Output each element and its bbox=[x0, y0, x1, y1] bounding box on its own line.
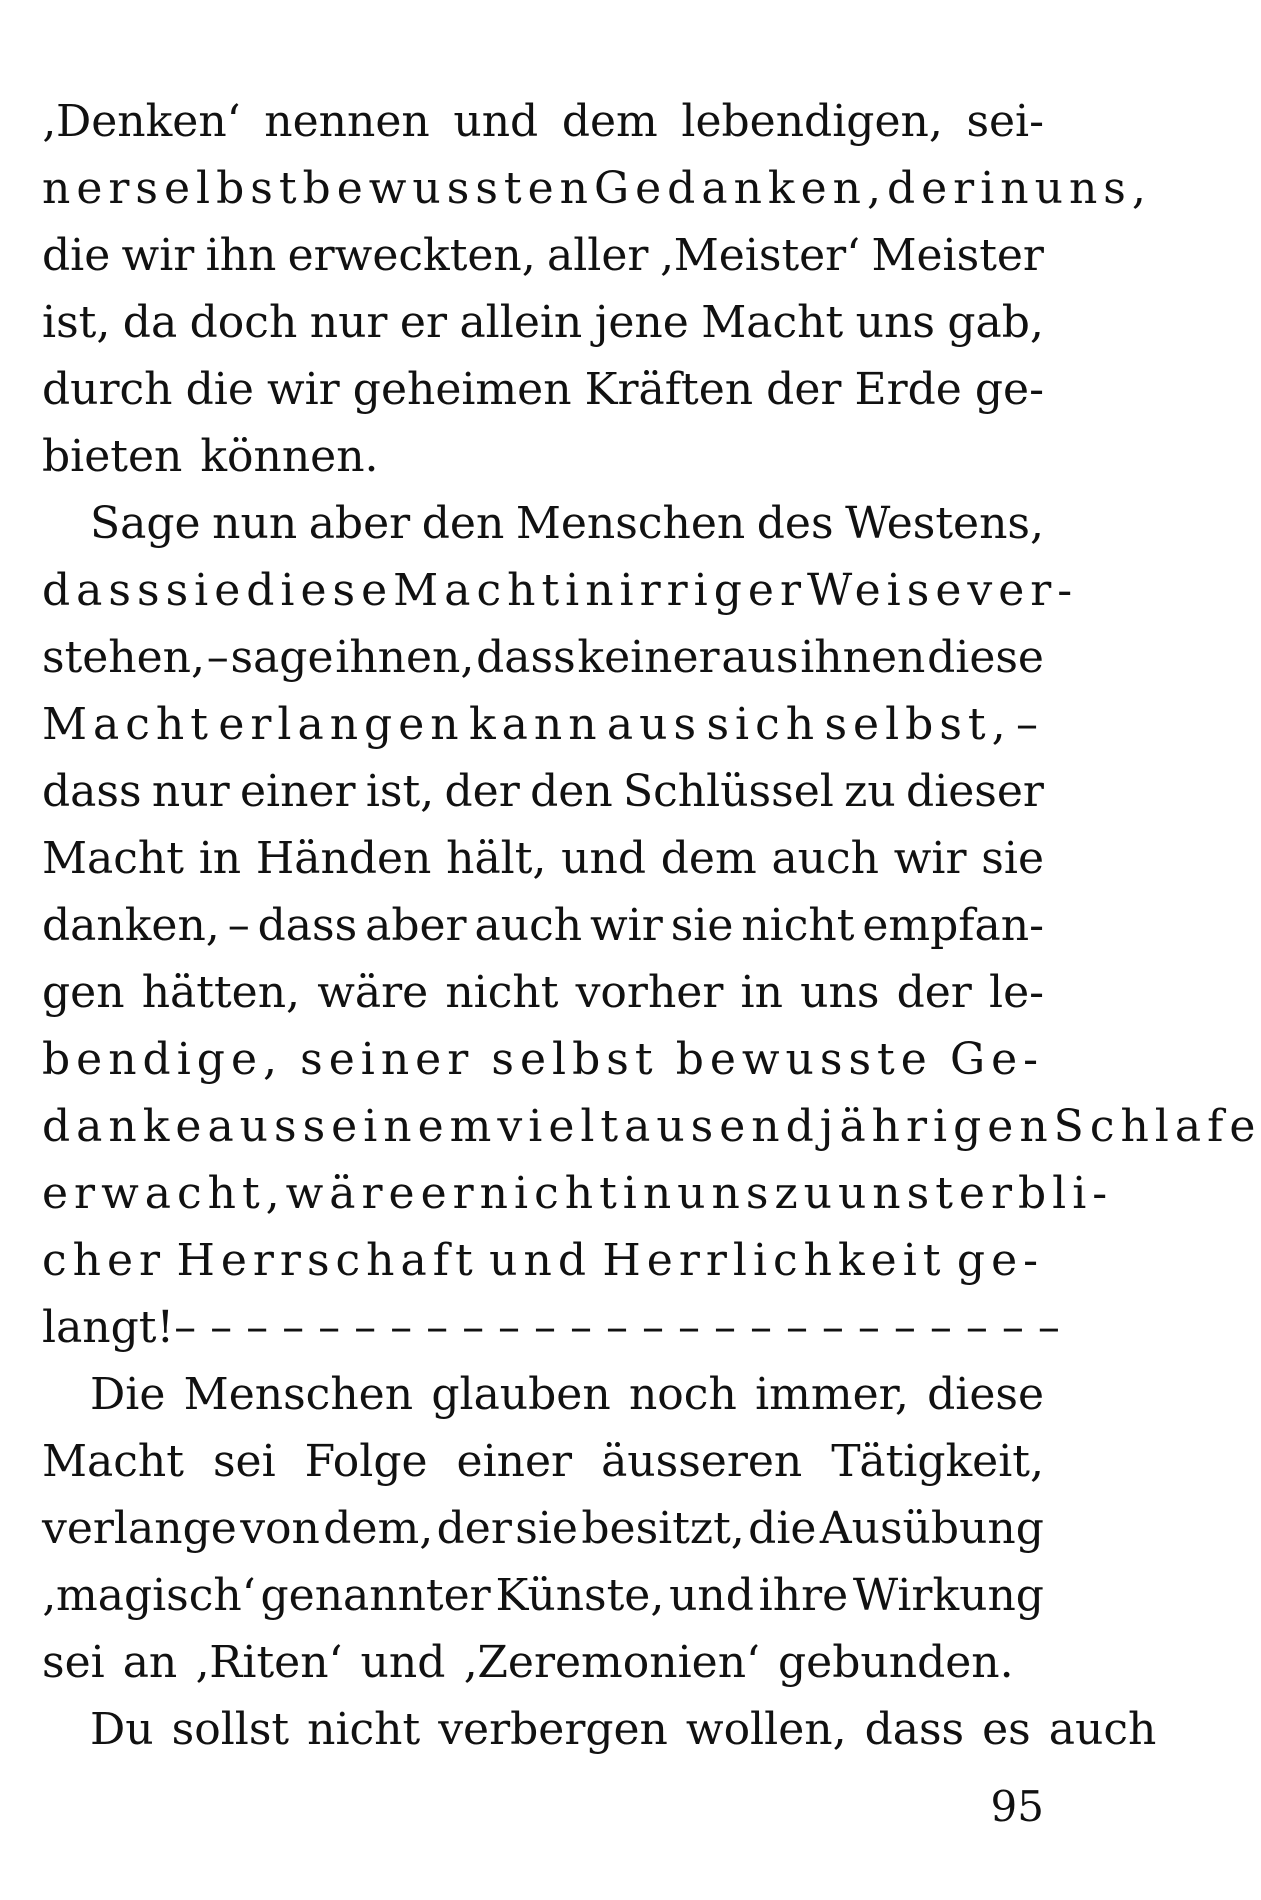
word: uns, bbox=[1034, 163, 1152, 214]
word: die bbox=[748, 1503, 817, 1554]
word: nur bbox=[151, 766, 230, 817]
text-line bbox=[42, 1629, 1044, 1696]
word: aber bbox=[308, 498, 411, 549]
word: seiner bbox=[300, 1034, 475, 1085]
word: es bbox=[982, 1704, 1031, 1755]
word: nennen bbox=[264, 96, 430, 147]
word: gab, bbox=[947, 297, 1044, 348]
word: erlangen bbox=[218, 699, 465, 750]
word: der bbox=[444, 766, 520, 817]
word: und bbox=[453, 96, 539, 147]
word: ‚Meister‘ bbox=[659, 230, 861, 281]
word: zu bbox=[844, 766, 896, 817]
body-text bbox=[42, 88, 1261, 1763]
word: dass bbox=[257, 900, 358, 951]
word: Meister bbox=[871, 230, 1044, 281]
text-line bbox=[42, 155, 1152, 222]
word: Macht bbox=[42, 1436, 184, 1487]
word: noch bbox=[628, 1369, 737, 1420]
word: le- bbox=[989, 967, 1044, 1018]
word: sie bbox=[670, 900, 734, 951]
text-line bbox=[42, 1562, 1044, 1629]
word: danke bbox=[42, 1101, 208, 1152]
word: uns bbox=[855, 297, 935, 348]
word: ist, bbox=[365, 766, 435, 817]
word: langt! bbox=[42, 1302, 175, 1353]
word: Ausübung bbox=[819, 1503, 1044, 1554]
word: aller bbox=[547, 230, 649, 281]
word: sage bbox=[230, 632, 334, 683]
word: hätten, bbox=[141, 967, 301, 1018]
text-line bbox=[42, 289, 1044, 356]
word: nur bbox=[309, 297, 388, 348]
word: irriger bbox=[619, 565, 807, 616]
word: dass bbox=[476, 632, 576, 683]
word: wir bbox=[266, 364, 340, 415]
word: ‚Zeremonien‘ bbox=[463, 1637, 761, 1688]
word: sollst bbox=[171, 1704, 290, 1755]
text-line bbox=[42, 1227, 1044, 1294]
word: bendige, bbox=[42, 1034, 283, 1085]
word: Macht bbox=[42, 699, 214, 750]
word: in bbox=[740, 967, 783, 1018]
word: wäre bbox=[285, 1168, 421, 1219]
word: uns bbox=[800, 967, 880, 1018]
text-line bbox=[42, 1495, 1044, 1562]
word: in bbox=[980, 163, 1035, 214]
text-line bbox=[42, 691, 1044, 758]
word: sei bbox=[42, 1637, 105, 1688]
word: selbst, bbox=[824, 699, 1012, 750]
text-line bbox=[42, 1026, 1044, 1093]
word: hält, bbox=[446, 833, 547, 884]
word: lebendigen, bbox=[681, 96, 943, 147]
word: da bbox=[122, 297, 178, 348]
word: ihnen bbox=[800, 632, 926, 683]
word: dass bbox=[42, 565, 166, 616]
word: vieltausendjährigen bbox=[497, 1101, 1054, 1152]
word: sich bbox=[706, 699, 821, 750]
word: Macht bbox=[701, 297, 844, 348]
word: sie bbox=[981, 833, 1044, 884]
word: Herrlichkeit bbox=[602, 1235, 947, 1286]
word: Schlüssel bbox=[623, 766, 834, 817]
word: unsterbli- bbox=[837, 1168, 1114, 1219]
word: genannter bbox=[260, 1570, 491, 1621]
word: – bbox=[227, 900, 250, 951]
word: der bbox=[436, 1503, 512, 1554]
word: nicht bbox=[445, 967, 559, 1018]
word: Herrschaft bbox=[176, 1235, 479, 1286]
text-line bbox=[42, 1428, 1044, 1495]
text-line bbox=[42, 825, 1044, 892]
word: keiner bbox=[577, 632, 720, 683]
word: Künste, bbox=[495, 1570, 665, 1621]
word: selbst bbox=[135, 163, 303, 214]
word: ver- bbox=[967, 565, 1079, 616]
word: verlange bbox=[42, 1503, 237, 1554]
word: geheimen bbox=[352, 364, 572, 415]
word: ge- bbox=[956, 1235, 1044, 1286]
word: wir bbox=[893, 833, 967, 884]
word: ihnen, bbox=[335, 632, 475, 683]
word: sie bbox=[515, 1503, 578, 1554]
word: jene bbox=[594, 297, 689, 348]
word: stehen, bbox=[42, 632, 206, 683]
text-line bbox=[42, 557, 1079, 624]
word: doch bbox=[189, 297, 298, 348]
word: immer, bbox=[755, 1369, 909, 1420]
word: ihn bbox=[205, 230, 277, 281]
word: Macht bbox=[42, 833, 184, 884]
word: diese bbox=[246, 565, 394, 616]
word: nicht bbox=[307, 1704, 421, 1755]
word: nicht bbox=[479, 1168, 623, 1219]
word: wollen, bbox=[685, 1704, 847, 1755]
text-line bbox=[42, 356, 1044, 423]
word: diese bbox=[927, 632, 1044, 683]
word: Du bbox=[90, 1704, 154, 1755]
word: – – – – – – – – – – – – – – – – – – – – – – – – – bbox=[174, 1302, 1060, 1353]
word: – bbox=[1015, 699, 1044, 750]
word: wäre bbox=[317, 967, 429, 1018]
text-line bbox=[42, 959, 1044, 1026]
word: sie bbox=[165, 565, 247, 616]
word: auch bbox=[474, 900, 583, 951]
word: äusseren bbox=[601, 1436, 803, 1487]
word: ‚Denken‘ bbox=[42, 96, 241, 147]
word: Tätigkeit, bbox=[831, 1436, 1044, 1487]
text-line bbox=[42, 1093, 1261, 1160]
word: dem bbox=[561, 96, 658, 147]
word: durch bbox=[42, 364, 173, 415]
word: aus bbox=[721, 632, 799, 683]
word: zu bbox=[774, 1168, 838, 1219]
word: uns bbox=[677, 1168, 775, 1219]
word: aus bbox=[207, 1101, 303, 1152]
word: ‚magisch‘ bbox=[42, 1570, 256, 1621]
word: Händen bbox=[255, 833, 432, 884]
word: und bbox=[561, 833, 647, 884]
word: einer bbox=[456, 1436, 573, 1487]
text-line bbox=[42, 1294, 1060, 1361]
word: wir bbox=[121, 230, 195, 281]
text-line bbox=[42, 423, 1044, 490]
word: kann bbox=[468, 699, 603, 750]
word: glauben bbox=[431, 1369, 611, 1420]
word: dass bbox=[42, 766, 142, 817]
word: dass bbox=[864, 1704, 965, 1755]
word: des bbox=[756, 498, 834, 549]
word: nicht bbox=[741, 900, 855, 951]
word: und bbox=[489, 1235, 592, 1286]
word: und bbox=[669, 1570, 754, 1621]
word: Westens, bbox=[845, 498, 1044, 549]
word: aus bbox=[606, 699, 703, 750]
word: können. bbox=[200, 431, 379, 482]
word: auch bbox=[771, 833, 880, 884]
word: in bbox=[198, 833, 242, 884]
word: seinem bbox=[302, 1101, 498, 1152]
word: selbst bbox=[491, 1034, 659, 1085]
word: allein bbox=[459, 297, 583, 348]
page-number: 95 bbox=[990, 1782, 1044, 1831]
word: Gedanken, bbox=[593, 163, 887, 214]
word: sei bbox=[212, 1436, 276, 1487]
text-line bbox=[42, 1160, 1114, 1227]
word: an bbox=[122, 1637, 178, 1688]
word: besitzt, bbox=[581, 1503, 745, 1554]
text-line bbox=[42, 624, 1044, 691]
word: dem, bbox=[323, 1503, 434, 1554]
text-line bbox=[42, 758, 1044, 825]
word: und bbox=[360, 1637, 446, 1688]
word: von bbox=[240, 1503, 320, 1554]
text-line bbox=[42, 222, 1044, 289]
word: vorher bbox=[575, 967, 724, 1018]
word: Macht bbox=[393, 565, 566, 616]
word: auch bbox=[1048, 1704, 1157, 1755]
word: aber bbox=[365, 900, 467, 951]
word: dieser bbox=[906, 766, 1044, 817]
word: Schlafe bbox=[1053, 1101, 1261, 1152]
word: ‚Riten‘ bbox=[195, 1637, 343, 1688]
word: erwacht, bbox=[42, 1168, 286, 1219]
word: danken, bbox=[42, 900, 220, 951]
word: sei- bbox=[966, 96, 1044, 147]
word: Erde bbox=[854, 364, 962, 415]
text-line bbox=[42, 88, 1044, 155]
word: wir bbox=[589, 900, 663, 951]
text-line bbox=[42, 1361, 1044, 1428]
word: Wirkung bbox=[852, 1570, 1044, 1621]
word: Sage bbox=[90, 498, 201, 549]
word: gen bbox=[42, 967, 125, 1018]
word: einer bbox=[239, 766, 356, 817]
word: bieten bbox=[42, 431, 183, 482]
word: gebunden. bbox=[778, 1637, 1014, 1688]
word: ge- bbox=[974, 364, 1044, 415]
word: diese bbox=[927, 1369, 1044, 1420]
text-line bbox=[42, 1696, 1157, 1763]
word: in bbox=[565, 565, 620, 616]
word: den bbox=[530, 766, 613, 817]
word: die bbox=[42, 230, 111, 281]
word: ist, bbox=[42, 297, 111, 348]
word: ner bbox=[42, 163, 136, 214]
word: dem bbox=[660, 833, 757, 884]
word: die bbox=[185, 364, 254, 415]
word: der bbox=[896, 967, 972, 1018]
word: bewusste bbox=[675, 1034, 933, 1085]
word: er bbox=[420, 1168, 480, 1219]
word: der bbox=[766, 364, 842, 415]
word: Ge- bbox=[949, 1034, 1044, 1085]
word: Kräften bbox=[584, 364, 754, 415]
word: Weise bbox=[807, 565, 968, 616]
word: den bbox=[421, 498, 505, 549]
word: bewussten bbox=[302, 163, 594, 214]
word: Menschen bbox=[183, 1369, 414, 1420]
word: Die bbox=[90, 1369, 166, 1420]
word: der bbox=[886, 163, 981, 214]
word: empfan- bbox=[862, 900, 1044, 951]
word: er bbox=[399, 297, 447, 348]
word: – bbox=[206, 632, 229, 683]
word: Folge bbox=[304, 1436, 428, 1487]
word: cher bbox=[42, 1235, 167, 1286]
word: nun bbox=[212, 498, 298, 549]
word: Menschen bbox=[515, 498, 746, 549]
word: verbergen bbox=[438, 1704, 668, 1755]
word: ihre bbox=[758, 1570, 849, 1621]
text-line bbox=[42, 892, 1044, 959]
word: in bbox=[622, 1168, 678, 1219]
word: erweckten, bbox=[287, 230, 536, 281]
text-line bbox=[42, 490, 1044, 557]
